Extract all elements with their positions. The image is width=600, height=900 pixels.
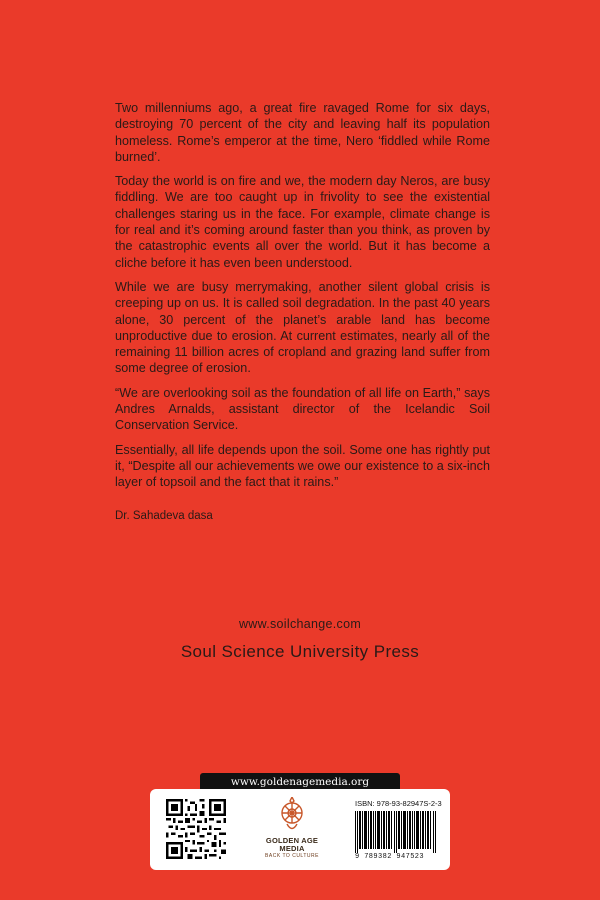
author-signature: Dr. Sahadeva dasa [115, 510, 213, 522]
barcode-icon [355, 811, 437, 853]
barcode-panel [150, 789, 450, 870]
isbn-number: ISBN: 978-93-82947S-2-3 [355, 799, 442, 808]
blurb-paragraph: Today the world is on fire and we, the modern day Neros, are busy fiddling. We are too caught up in frivolity to see the existential challenges staring us in the face. For example, climate change is for real and it’s coming around faster than you think, as proven by the catastrophic events all over the world. But it has become a cliche before it has even been understood. [115, 174, 490, 270]
golden-age-media-logo [262, 797, 322, 865]
website-link[interactable]: www.soilchange.com [238, 617, 362, 631]
logo-tagline: BACK TO CULTURE [265, 853, 319, 859]
publisher-name: Soul Science University Press [180, 642, 420, 661]
back-cover-blurb [115, 100, 490, 499]
blurb-paragraph: Essentially, all life depends upon the soil. Some one has rightly put it, “Despite all our achievements we owe our existence to a six-inch layer of topsoil and the fact that it rains.” [115, 442, 490, 490]
publisher-url-bar[interactable]: www.goldenagemedia.org [200, 773, 400, 791]
barcode-number: 9 789382 947523 [355, 853, 425, 861]
logo-sub-name: MEDIA [279, 844, 305, 853]
qr-code-icon [166, 799, 226, 859]
blurb-paragraph: Two millenniums ago, a great fire ravaged Rome for six days, destroying 70 percent of the city and leaving half its population homeless. Rome’s emperor at the time, Nero ‘fiddled while Rome burned’. [115, 101, 490, 164]
blurb-paragraph: While we are busy merrymaking, another silent global crisis is creeping up on us. It is called soil degradation. In the past 40 years alone, 30 percent of the planet’s arable land has become unproductive due to erosion. At current estimates, nearly all of the remaining 11 billion acres of cropland and grazing land suffer from some degree of erosion. [115, 279, 490, 376]
wheel-logo-icon [275, 797, 309, 837]
blurb-paragraph: “We are overlooking soil as the foundation of all life on Earth,” says Andres Arnalds, assistant director of the Icelandic Soil Conservation Service. [115, 385, 490, 433]
logo-name: GOLDEN AGE [265, 836, 319, 845]
